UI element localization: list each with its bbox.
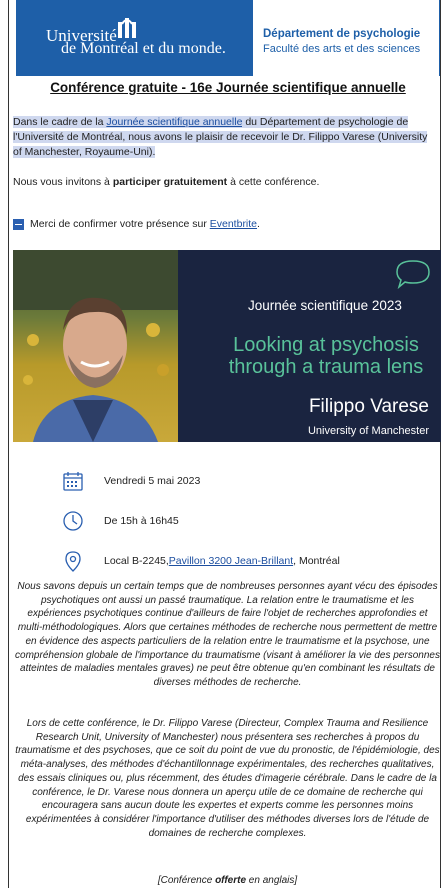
banner-speaker-name: Filippo Varese (308, 396, 429, 417)
intro-text-end: du Département de psychologie de l'Université de Montréal, nous avons le plaisir de recevoir le Dr. Filippo Varese (University of Manchester, Royaume-Uni). (13, 116, 428, 158)
confirm-end: . (257, 218, 260, 230)
email-header (16, 0, 440, 76)
detail-date-row (62, 470, 200, 492)
location-suffix: , Montréal (293, 555, 340, 567)
speaker-portrait-icon (13, 250, 178, 442)
banner-affiliation: University of Manchester (307, 425, 429, 437)
language-note-start: [Conférence (157, 875, 216, 886)
description-paragraph-2: Lors de cette conférence, le Dr. Filippo Varese (Directeur, Complex Trauma and Resilience Research Unit, University of Manchester) nous présentera ses recherches à propos du traumatisme et des psychoses, que ce soit du point de vue du pronostic, de l'épidémiologie, des méta-analyses, des méthodes d'échantillonnage expérimentales, des recherches qualitatives, des essais cliniques ou, plus récemment, des études d'imagerie cérébrale. Dans le cadre de la conférence, le Dr. Varese nous donnera un aperçu utile de ce domaine de recherche qui encouragera sans aucun doute les expertes et experts comme les personnes moins expérimentées à considérer l'importance d'utiliser des méthodes diverses lors de l'étude de domaines de recherche complexes. (15, 718, 440, 839)
language-note-bold: offerte (215, 875, 247, 886)
detail-location-row (62, 550, 340, 572)
department-block (253, 0, 440, 76)
calendar-icon (62, 470, 84, 492)
speaker-photo (13, 250, 178, 442)
banner-event-name: Journée scientifique 2023 (248, 298, 402, 313)
location-prefix: Local B-2245, (104, 555, 169, 567)
language-note (14, 875, 441, 886)
invite-text-end: à cette conférence. (227, 176, 320, 188)
confirm-text: Merci de confirmer votre présence sur (30, 218, 207, 230)
invite-text-start: Nous vous invitons à (13, 176, 113, 188)
speech-bubble-icon (393, 258, 433, 290)
eventbrite-link[interactable]: Eventbrite (209, 218, 258, 230)
language-note-end: en anglais] (246, 875, 298, 886)
intro-paragraph (13, 115, 431, 160)
event-time: De 15h à 16h45 (104, 515, 179, 527)
university-logo-block[interactable] (16, 0, 253, 76)
description-paragraph-1: Nous savons depuis un certain temps que de nombreuses personnes ayant vécu des épisodes psychotiques ont aussi un passé traumatique. La relation entre le traumatisme et les expériences psychotiques continue d'ailleurs de faire l'objet de recherches approfondies et multi-méthodologiques. Alors que certaines méthodes de recherche nous permettent de mettre en évidence des aspects particuliers de la relation entre le traumatisme et la psychose, une compréhension globale de l'importance du traumatisme (visant à améliorer la vie des personnes atteintes de maladies mentales graves) ne peut être obtenue qu'en combinant les résultats de diverses méthodes de recherche. (15, 581, 440, 688)
department-title: Département de psychologie (263, 28, 421, 40)
minus-icon (13, 219, 24, 230)
event-banner (13, 250, 441, 442)
event-date: Vendredi 5 mai 2023 (104, 475, 201, 487)
faculty-name: Faculté des arts et des sciences (263, 43, 421, 55)
email-title: Conférence gratuite - 16e Journée scientifique annuelle (50, 80, 406, 95)
invite-bold: participer gratuitement (112, 176, 228, 188)
university-name-line2: de Montréal et du monde. (61, 40, 226, 57)
clock-icon (62, 510, 84, 532)
banner-talk-title: Looking at psychosis through a trauma lens (228, 334, 424, 378)
detail-time-row (62, 510, 179, 532)
university-name-line1: Université (46, 26, 117, 45)
intro-text-start: Dans le cadre de la (13, 116, 107, 128)
udem-logo-icon (116, 14, 142, 40)
pavillon-link[interactable]: Pavillon 3200 Jean-Brillant (168, 555, 294, 567)
location-pin-icon (62, 550, 84, 572)
journee-link[interactable]: Journée scientifique annuelle (106, 116, 243, 128)
invite-paragraph (13, 176, 319, 188)
confirm-paragraph (13, 218, 260, 230)
